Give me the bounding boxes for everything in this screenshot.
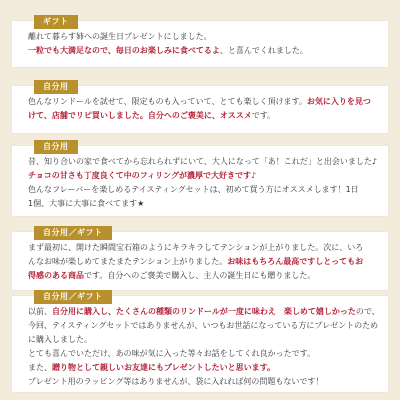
review-text: とても喜んでいただけ、あの味が気に入った等々お話をしてくれ良かったです。: [28, 349, 316, 358]
review-text: 今回、テイスティングセットではありませんが、いつもお世話になっている方にプレゼントのため: [28, 321, 379, 330]
review-text: 1個、大事に大事に食べてます★: [28, 199, 145, 208]
review-line: [28, 333, 376, 347]
review-text: 色んなフレーバーを楽しめるテイスティングセットは、初めて買う方にオススメします！1日: [28, 185, 359, 194]
review-text: 昔、知り合いの家で食べてから忘れられずにいて、大人になって「あ！これだ」と出会いました♪: [28, 157, 377, 166]
review-text: ので、: [355, 307, 380, 316]
review-text: 色んなリンドールを試せて、限定ものも入っていて、とても楽しく頂けます。: [28, 97, 307, 106]
highlight-text: 得感のある商品: [28, 271, 84, 280]
review-text: です。: [251, 111, 276, 120]
review-card: [12, 292, 388, 392]
highlight-text: お気に入りを見つ: [306, 97, 371, 106]
review-text: です。自分へのご褒美で購入し、主人の誕生日にも贈りました。: [84, 271, 316, 280]
review-body: [28, 30, 376, 58]
review-body: [28, 95, 376, 123]
review-card: [12, 228, 388, 290]
review-line: [28, 183, 376, 197]
highlight-text: 一粒でも大満足なので、毎日のお楽しみに食べてるよ: [28, 46, 220, 55]
review-line: [28, 30, 376, 44]
review-text: まず最初に、開けた瞬間宝石箱のようにキラキラしてテンションが上がりました。次に、いろ: [28, 243, 364, 252]
review-text: プレゼント用のラッピング等はありませんが、袋に入れれば何の問題もないです！: [28, 377, 324, 386]
review-line: [28, 197, 376, 211]
review-line: [28, 319, 379, 333]
review-text: んなお味が楽しめてまたまたテンション上がりました。: [28, 257, 228, 266]
review-text: 、と喜んでくれました。: [219, 46, 308, 55]
highlight-text: 自分用に購入し、たくさんの種類のリンドールが一度に味わえ 楽しめて嬉しかった: [52, 307, 356, 316]
review-card: [12, 82, 388, 133]
review-line: [28, 361, 376, 375]
review-line: [28, 241, 376, 255]
review-text: に購入しました。: [28, 335, 92, 344]
review-line: [28, 44, 376, 58]
highlight-text: けて、店舗でリピ買いしました。自分へのご褒美に、オススメ: [28, 111, 252, 120]
review-card: [12, 142, 388, 216]
highlight-text: お味はもちろん最高ですしとってもお: [227, 257, 364, 266]
review-line: [28, 169, 376, 183]
review-tag: 自分用: [34, 80, 78, 94]
review-line: [28, 95, 376, 109]
review-text: 以前、: [28, 307, 52, 316]
highlight-text: 贈り物として親しいお友達にもプレゼントしたいと思います。: [52, 363, 276, 372]
review-tag: 自分用／ギフト: [34, 290, 112, 304]
review-text: また、: [28, 363, 52, 372]
review-line: [28, 155, 376, 169]
review-line: [28, 305, 380, 319]
review-line: [28, 255, 376, 269]
review-line: [28, 347, 376, 361]
review-tag: 自分用／ギフト: [34, 226, 112, 240]
review-body: [28, 241, 376, 283]
review-line: [28, 375, 376, 389]
review-body: [28, 155, 376, 211]
review-line: [28, 109, 376, 123]
review-body: [28, 305, 380, 389]
review-tag: ギフト: [34, 15, 78, 29]
review-text: 離れて暮らす姉への誕生日プレゼントにしました。: [28, 32, 212, 41]
review-tag: 自分用: [34, 140, 78, 154]
review-line: [28, 269, 376, 283]
review-card: [12, 17, 388, 67]
highlight-text: チョコの甘さも丁度良くて中のフィリングが濃厚で大好きです♪: [28, 171, 257, 180]
